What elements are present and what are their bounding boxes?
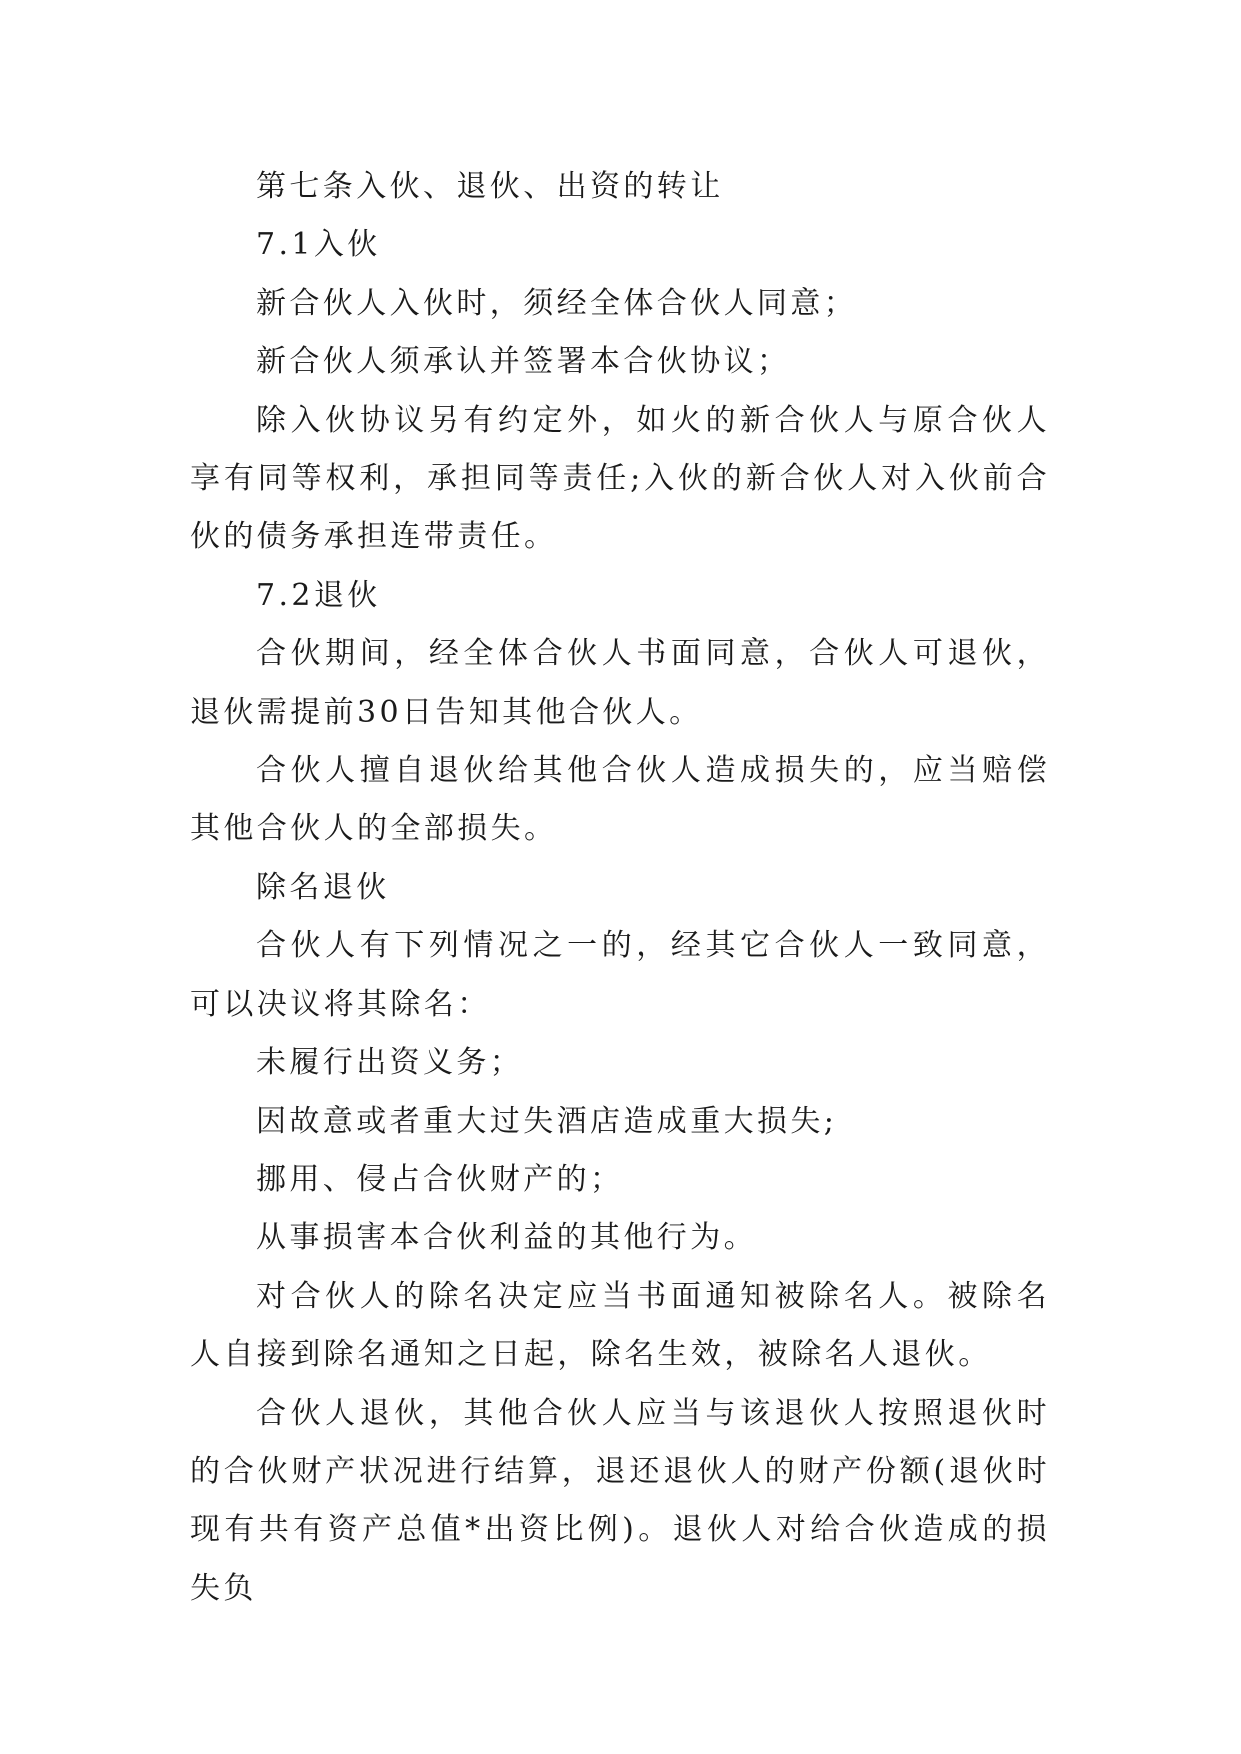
article-heading: 第七条入伙、退伙、出资的转让 xyxy=(256,169,724,204)
section-heading-joining: 7.1入伙 xyxy=(256,227,381,263)
paragraph: 合伙人有下列情况之一的，经其它合伙人一致同意，可以决议将其除名： xyxy=(190,928,1050,1022)
document-body xyxy=(190,158,1050,1618)
list-item: 挪用、侵占合伙财产的； xyxy=(256,1161,624,1197)
paragraph: 除入伙协议另有约定外，如火的新合伙人与原合伙人享有同等权利，承担同等责任;入伙的新合伙人对入伙前合伙的债务承担连带责任。 xyxy=(190,402,1050,555)
paragraph: 新合伙人入伙时，须经全体合伙人同意； xyxy=(256,285,858,321)
paragraph: 新合伙人须承认并签署本合伙协议； xyxy=(256,344,791,380)
list-item: 未履行出资义务； xyxy=(256,1045,524,1081)
list-item: 因故意或者重大过失酒店造成重大损失; xyxy=(256,1103,838,1139)
paragraph: 对合伙人的除名决定应当书面通知被除名人。被除名人自接到除名通知之日起，除名生效，被除名人退伙。 xyxy=(190,1278,1050,1373)
paragraph: 合伙期间，经全体合伙人书面同意，合伙人可退伙，退伙需提前30日告知其他合伙人。 xyxy=(190,636,1050,730)
paragraph: 合伙人擅自退伙给其他合伙人造成损失的，应当赔偿其他合伙人的全部损失。 xyxy=(190,753,1050,847)
section-heading-expulsion: 除名退伙 xyxy=(256,869,390,905)
section-heading-withdrawal: 7.2退伙 xyxy=(256,577,381,613)
paragraph: 合伙人退伙，其他合伙人应当与该退伙人按照退伙时的合伙财产状况进行结算，退还退伙人的财产份额(退伙时现有共有资产总值*出资比例)。退伙人对给合伙造成的损失负 xyxy=(190,1395,1050,1606)
list-item: 从事损害本合伙利益的其他行为。 xyxy=(256,1220,757,1256)
